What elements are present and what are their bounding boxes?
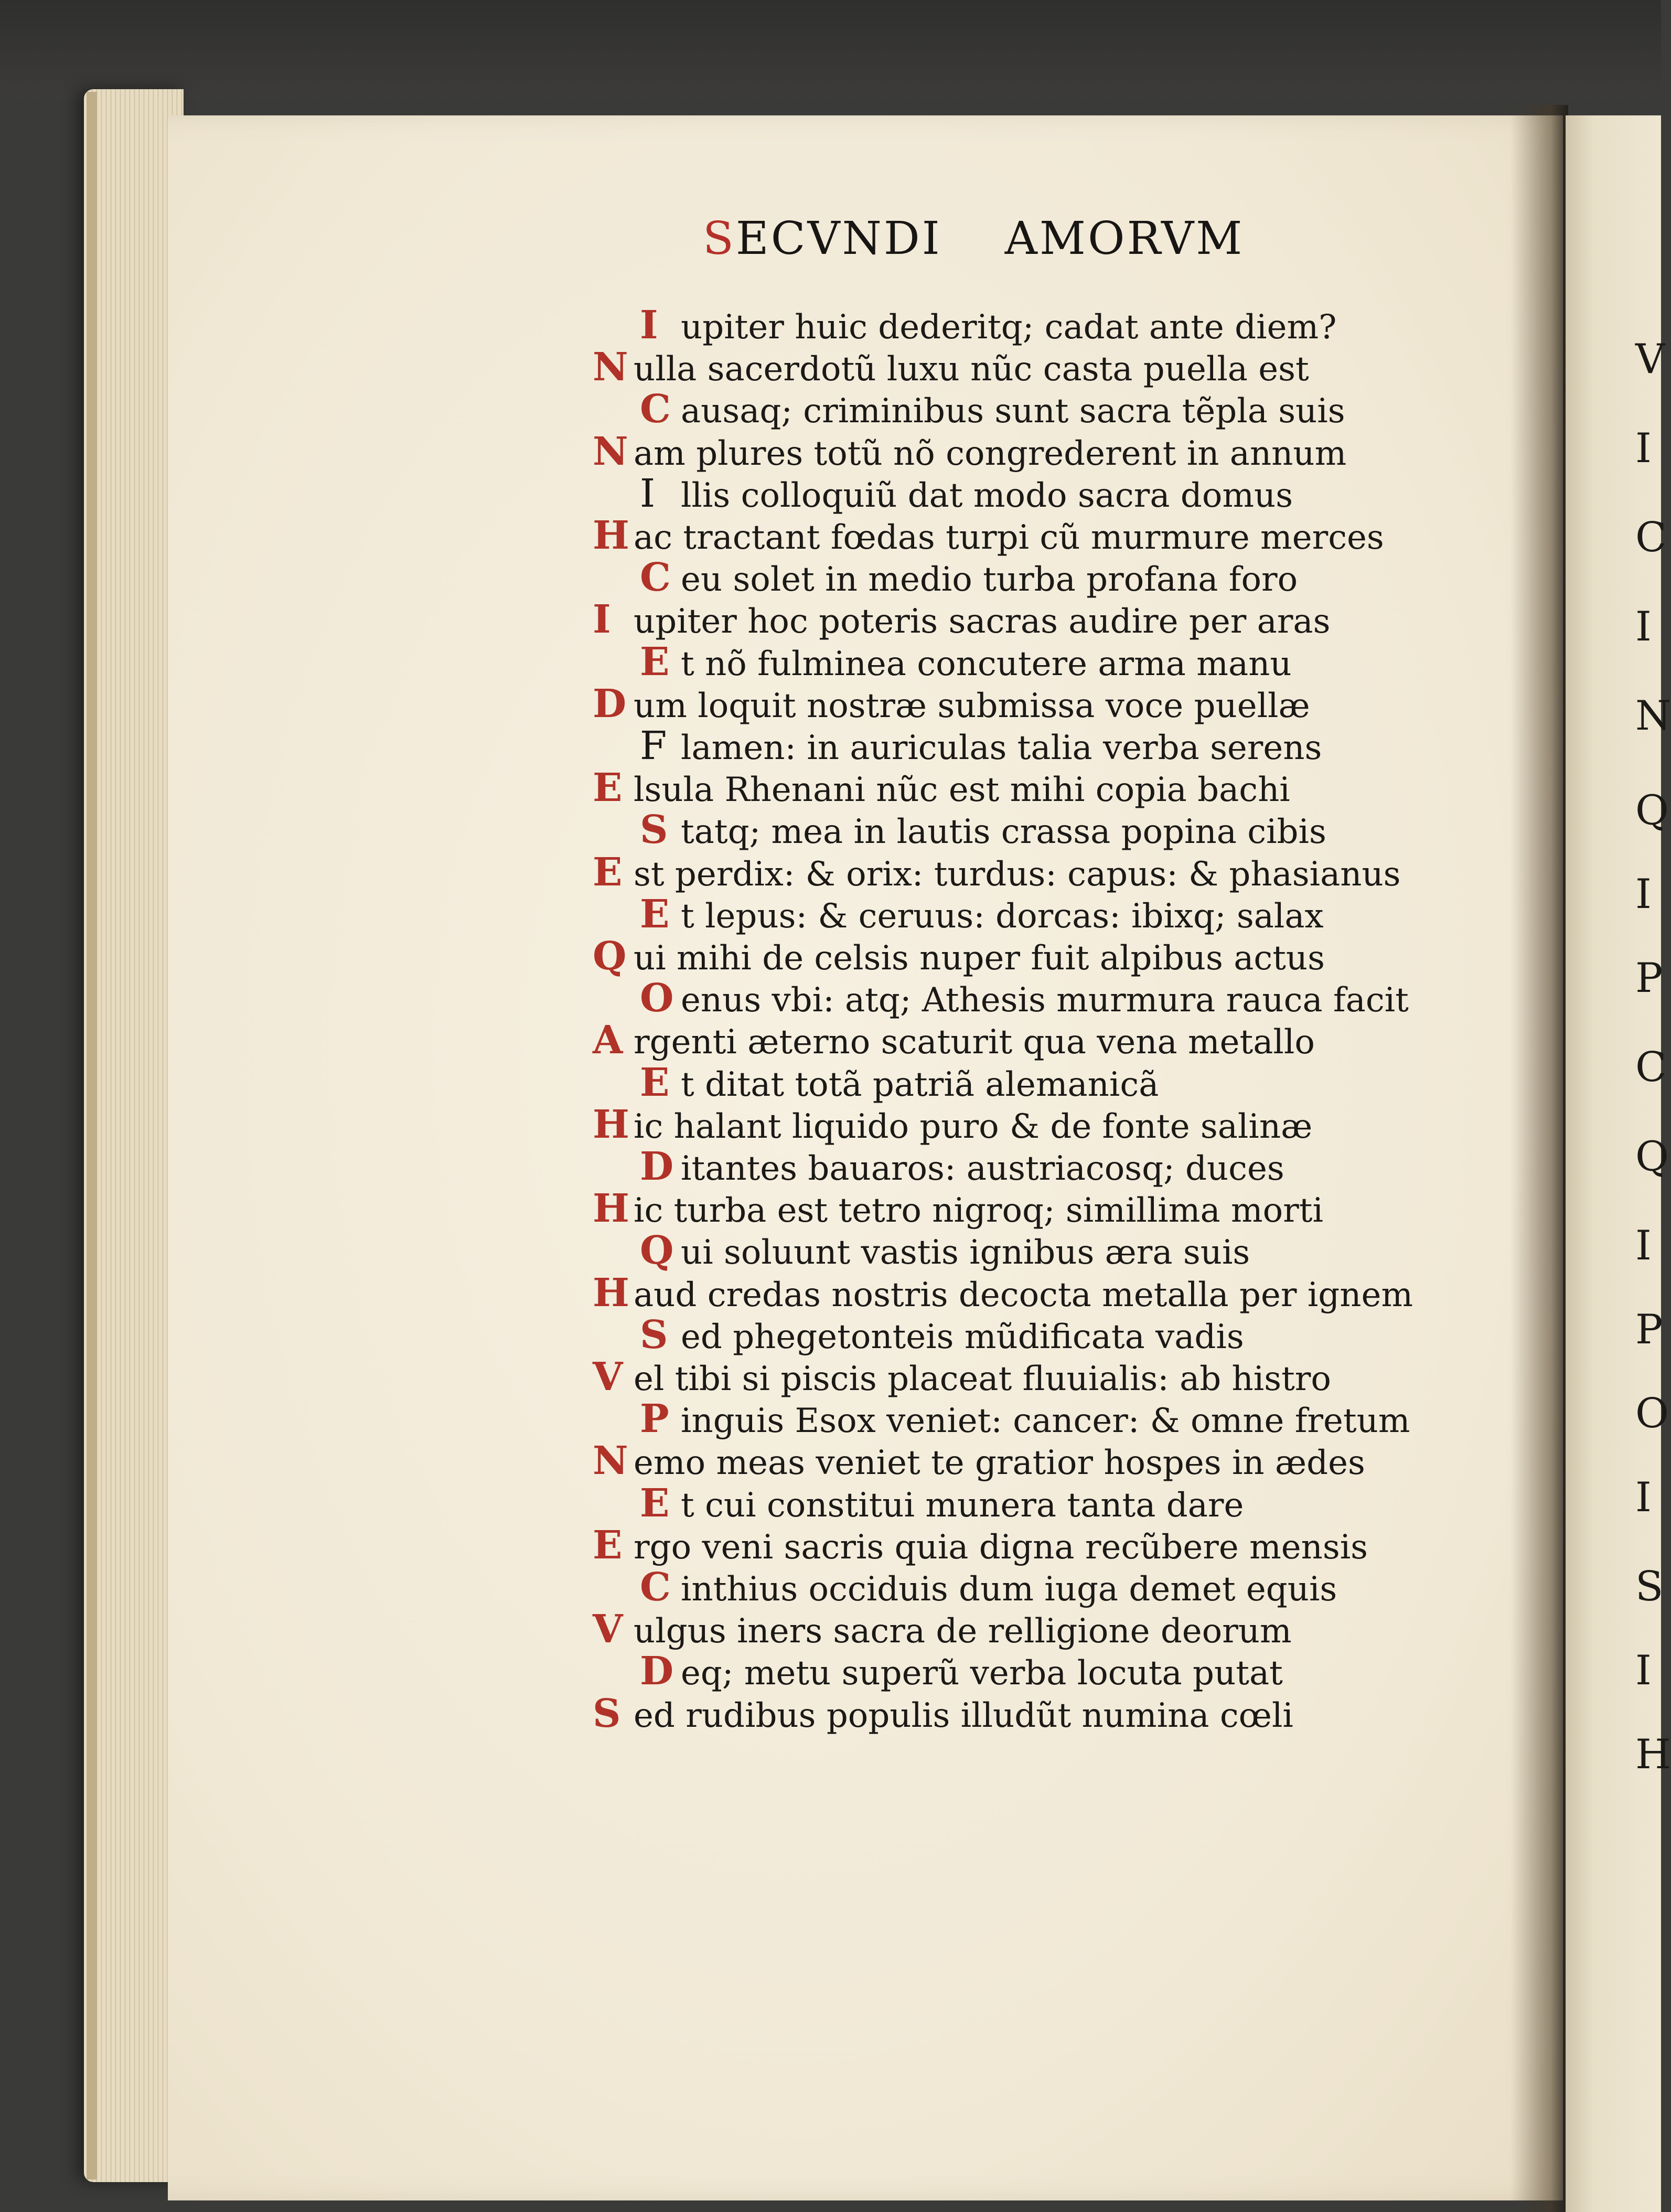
verse-text: aud credas nostris decocta metalla per ignem [634,1275,1413,1315]
verse-line [593,767,1290,809]
verse-line [593,851,1401,893]
verse-text: st perdix: & orix: turdus: capus: & phasianus [634,854,1401,894]
verse-line [640,1228,1250,1274]
verse-initial: E [593,1522,623,1568]
verse-line [640,473,1293,515]
verse-line [640,1566,1337,1608]
verse-text: ed rudibus populis illudũt numina cœli [634,1696,1293,1735]
recto-initial: V [1635,336,1665,383]
verse-initial: P [640,1396,669,1442]
verse-line [593,1272,1413,1314]
recto-initial: I [1635,871,1652,918]
verse-text: lamen: in auriculas talia verba serens [681,729,1322,767]
recto-initial: I [1635,425,1652,472]
verse-initial: H [593,1102,629,1147]
verse-initial: E [593,849,623,895]
verse-line [593,515,1384,557]
verse-line [593,1440,1365,1482]
verse-initial: I [593,597,611,643]
recto-initial: I [1635,1474,1652,1521]
recto-initial: P [1635,1306,1663,1353]
verse-line [593,346,1309,388]
verse-line [593,935,1325,977]
verse-line [640,641,1292,683]
verse-initial: C [640,387,671,432]
running-head-word-1: ECVNDI [735,212,942,265]
verse-initial: D [593,681,627,726]
verse-text: ic halant liquido puro & de fonte salinæ [634,1107,1313,1146]
verse-line [640,1482,1244,1524]
verse-initial: H [593,1186,629,1232]
verse-text: itantes bauaros: austriacosq; duces [681,1149,1284,1188]
verse-initial: I [640,303,658,348]
verse-text: tatq; mea in lautis crassa popina cibis [681,813,1326,852]
verse-text: t lepus: & ceruus: dorcas: ibixq; salax [681,896,1324,936]
running-head-word-2: AMORVM [1004,212,1245,265]
verse-initial: S [593,1691,621,1736]
verse-line [593,1524,1368,1566]
recto-initial: O [1635,1390,1669,1437]
verse-line [593,1188,1323,1230]
recto-initial: P [1635,955,1663,1002]
verse-initial: V [593,1607,623,1652]
recto-initial: C [1635,1044,1667,1091]
verse-text: ic turba est tetro nigroq; simillima morti [634,1191,1323,1231]
recto-initial: Q [1635,787,1669,834]
running-head-initial: S [703,212,736,265]
verse-initial: D [640,1649,674,1694]
verse-line [593,431,1346,473]
verse-initial: Q [593,934,627,979]
verse-initial: F [640,723,667,768]
verse-line [593,597,1331,643]
verse-line [640,1314,1244,1356]
recto-initial: C [1635,514,1667,561]
recto-initial: S [1635,1563,1664,1610]
recto-initial: H [1635,1731,1671,1778]
verse-text: upiter huic dederitq; cadat ante diem? [681,308,1337,347]
verse-line [640,304,1336,346]
verse-text: t ditat totã patriã alemanicã [681,1065,1159,1104]
verse-line [593,1693,1293,1735]
verse-initial: D [640,1144,674,1189]
verse-line [593,683,1310,725]
verse-line [593,1104,1312,1146]
verse-initial: E [640,1480,670,1526]
verse-initial: C [640,1565,671,1610]
verse-initial: O [640,976,674,1021]
verse-line [640,1398,1410,1440]
verse-initial: C [640,555,671,601]
verse-initial: N [593,429,628,474]
verse-line [640,725,1322,767]
verse-initial: E [640,639,670,685]
verse-text: emo meas veniet te gratior hospes in ædes [634,1444,1365,1483]
verse-line [640,1146,1284,1188]
recto-initial: Q [1635,1133,1669,1180]
verse-text: t cui constitui munera tanta dare [681,1486,1244,1525]
verse-text: el tibi si piscis placeat fluuialis: ab histro [634,1360,1331,1398]
verse-text: ed phegetonteis mũdificata vadis [681,1317,1244,1356]
verse-text: llis colloquiũ dat modo sacra domus [681,476,1293,515]
verse-initial: Q [640,1228,674,1274]
verse-text: ausaq; criminibus sunt sacra tẽpla suis [681,392,1345,431]
verse-initial: N [593,345,628,390]
recto-initial: I [1635,1222,1652,1269]
recto-initial: N [1635,692,1671,740]
verse-text: t nõ fulminea concutere arma manu [681,644,1292,683]
gutter-shadow [1511,105,1568,2212]
verse-initial: S [640,807,668,853]
verse-text: enus vbi: atq; Athesis murmura rauca facit [681,981,1409,1020]
verse-initial: H [593,1270,629,1316]
verse-line [640,977,1409,1019]
verse-line [593,1356,1331,1398]
verse-text: ac tractant fœdas turpi cũ murmure merces [634,518,1384,557]
verse-line [640,893,1324,935]
verse-line [640,557,1298,599]
binding-edge [87,92,97,2179]
verse-line [640,388,1345,430]
verse-text: eu solet in medio turba profana foro [681,560,1298,600]
verse-line [640,1650,1283,1692]
verse-text: um loquit nostræ submissa voce puellæ [634,686,1310,725]
verse-initial: H [593,513,629,558]
verse-text: upiter hoc poteris sacras audire per aras [634,602,1331,642]
backdrop [0,0,1661,100]
verse-initial: S [640,1312,668,1358]
verse-text: inguis Esox veniet: cancer: & omne fretum [681,1402,1410,1441]
verse-text: ui soluunt vastis ignibus æra suis [681,1233,1250,1273]
verse-line [640,1062,1159,1104]
verse-initial: E [640,891,670,937]
verse-text: lsula Rhenani nũc est mihi copia bachi [634,771,1290,810]
verse-initial: I [640,471,656,516]
running-head [703,212,1244,265]
verse-text: eq; metu superũ verba locuta putat [681,1654,1283,1693]
verse-text: rgo veni sacris quia digna recũbere mensis [634,1527,1368,1567]
verse-line [593,1019,1315,1061]
verse-initial: A [593,1018,623,1063]
verse-initial: N [593,1438,628,1484]
verse-text: inthius occiduis dum iuga demet equis [681,1570,1337,1609]
verse-text: rgenti æterno scaturit qua vena metallo [634,1023,1315,1062]
verse-text: ulgus iners sacra de relligione deorum [634,1612,1292,1651]
verse-initial: E [593,765,623,811]
verse-initial: E [640,1060,670,1105]
verse-text: ui mihi de celsis nuper fuit alpibus actus [634,939,1325,978]
verse-line [640,809,1326,851]
verse-initial: V [593,1354,623,1399]
verse-text: ulla sacerdotũ luxu nũc casta puella est [634,350,1309,389]
recto-initial: I [1635,1647,1652,1694]
recto-initial: I [1635,603,1652,650]
verse-line [593,1608,1292,1650]
verse-text: am plures totũ nõ congrederent in annum [634,434,1347,473]
